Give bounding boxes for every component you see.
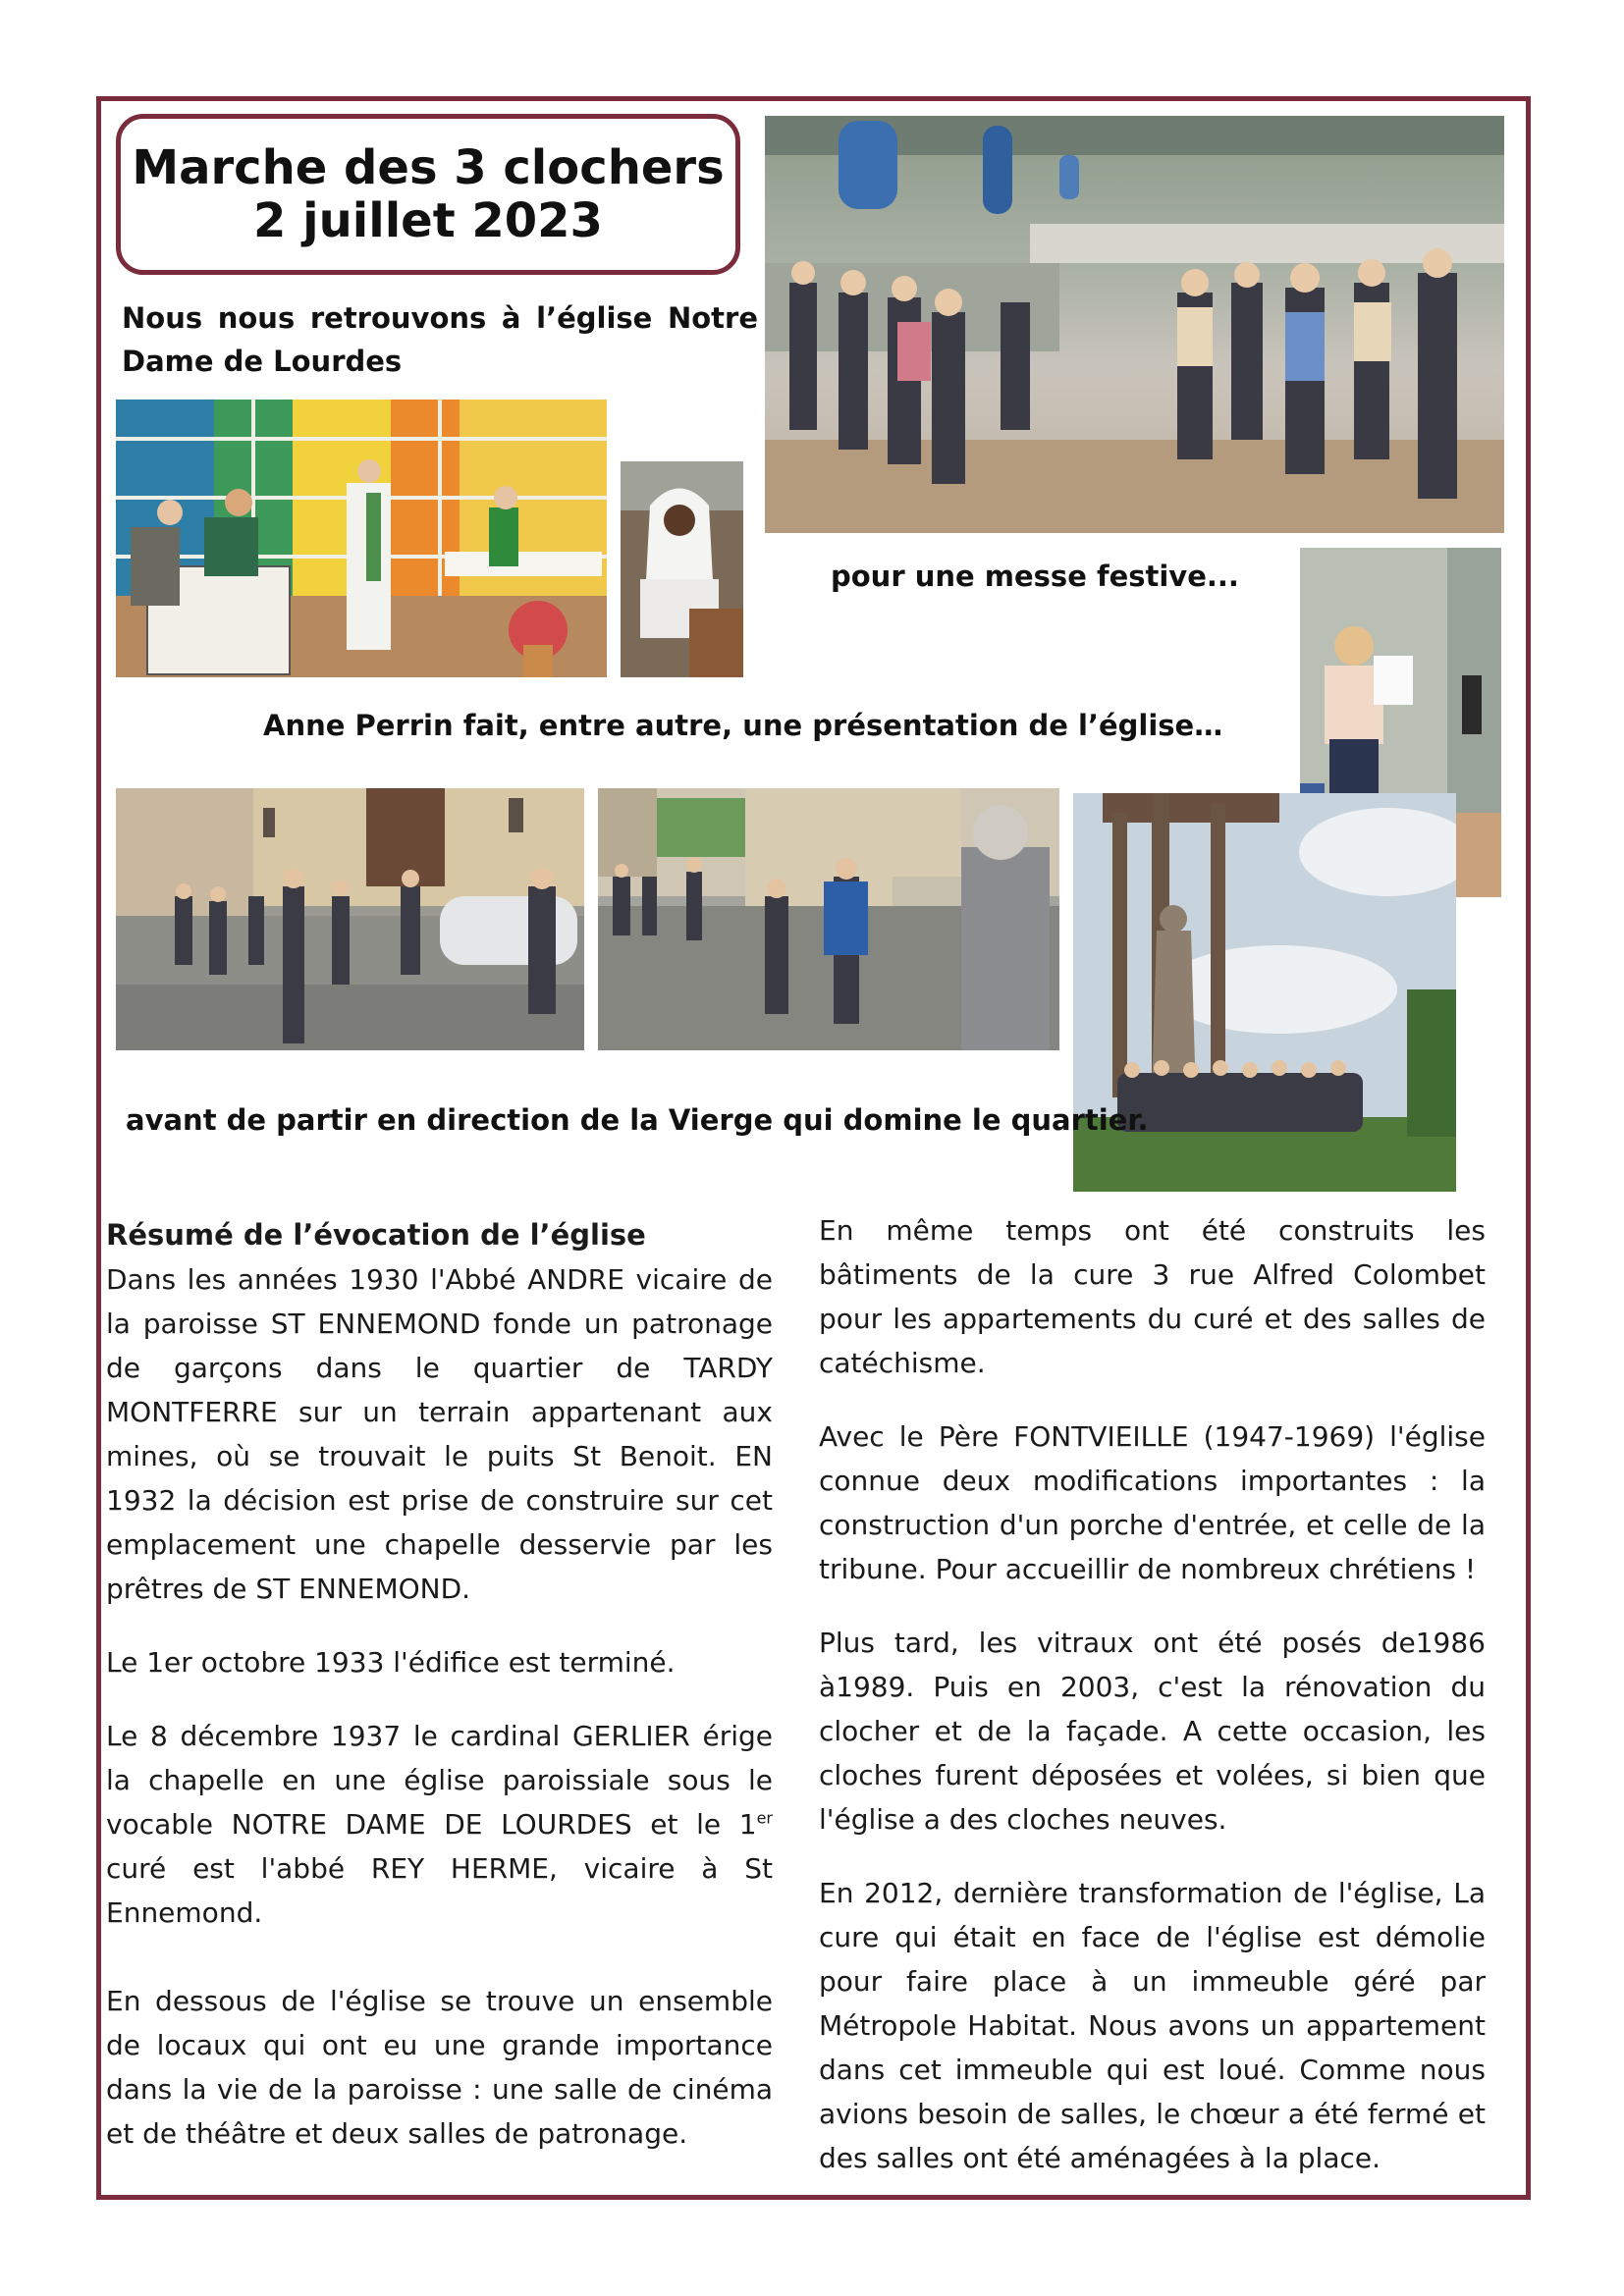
article-left-column bbox=[106, 1213, 773, 2185]
walking-illustration bbox=[598, 788, 1059, 1050]
nun-illustration bbox=[621, 461, 743, 677]
article-paragraph-7: Plus tard, les vitraux ont été posés de1986 à1989. Puis en 2003, c'est la rénovation du clocher et de la façade. A cette occasion, les cloches furent déposées et volées, si bien que l'église a des cloches neuves. bbox=[819, 1627, 1486, 1836]
title-box bbox=[116, 114, 740, 275]
caption-intro: Nous nous retrouvons à l’église Notre Dame de Lourdes bbox=[122, 301, 758, 378]
title-line-1: Marche des 3 clochers bbox=[132, 140, 725, 195]
photo-church-interior-crowd bbox=[765, 116, 1504, 533]
caption-presentation: Anne Perrin fait, entre autre, une présentation de l’église… bbox=[263, 709, 1223, 742]
altar-illustration bbox=[116, 400, 607, 677]
photo-people-walking bbox=[598, 788, 1059, 1050]
church-interior-illustration bbox=[765, 116, 1504, 533]
article-paragraph-1: Dans les années 1930 l'Abbé ANDRE vicaire de la paroisse ST ENNEMOND fonde un patronage de garçons dans le quartier de TARDY MONTFERRE sur un terrain appartenant aux mines, où se trouvait le puits St Benoit. EN 1932 la décision est prise de construire sur cet emplacement une chapelle desservie par les prêtres de ST ENNEMOND. bbox=[106, 1263, 773, 1605]
title-line-2: 2 juillet 2023 bbox=[253, 193, 603, 248]
article-paragraph-3-superscript: er bbox=[756, 1808, 773, 1828]
caption-departure: avant de partir en direction de la Vierge qui domine le quartier. bbox=[126, 1103, 1149, 1137]
article-paragraph-3-part-a: Le 8 décembre 1937 le cardinal GERLIER érige la chapelle en une église paroissiale sous le vocable NOTRE DAME DE LOURDES et le 1 bbox=[106, 1720, 773, 1841]
article-heading: Résumé de l’évocation de l’église bbox=[106, 1218, 646, 1252]
article-paragraph-8: En 2012, dernière transformation de l'église, La cure qui était en face de l'église est démolie pour faire place à un immeuble géré par Métropole Habitat. Nous avons un appartement dans cet immeuble qui est loué. Comme nous avions besoin de salles, le chœur a été fermé et des salles ont été aménagées à la place. bbox=[819, 1877, 1486, 2174]
photo-altar-mass bbox=[116, 400, 607, 677]
article-paragraph-5: En même temps ont été construits les bâtiments de la cure 3 rue Alfred Colombet pour les appartements du curé et des salles de catéchisme. bbox=[819, 1214, 1486, 1379]
article-paragraph-6: Avec le Père FONTVIEILLE (1947-1969) l'église connue deux modifications importantes : la construction d'un porche d'entrée, et celle de la tribune. Pour accueillir de nombreux chrétiens ! bbox=[819, 1420, 1486, 1585]
street-group-illustration bbox=[116, 788, 584, 1050]
photo-nun-drum bbox=[621, 461, 743, 677]
article-paragraph-3 bbox=[106, 1714, 773, 1935]
caption-mass: pour une messe festive... bbox=[831, 560, 1239, 593]
article-right-column bbox=[819, 1208, 1486, 2210]
article-paragraph-3-part-b: curé est l'abbé REY HERME, vicaire à St Ennemond. bbox=[106, 1852, 773, 1929]
article-paragraph-4: En dessous de l'église se trouve un ensemble de locaux qui ont eu une grande importance dans la vie de la paroisse : une salle de cinéma et de théâtre et deux salles de patronage. bbox=[106, 1985, 773, 2150]
article-paragraph-2: Le 1er octobre 1933 l'édifice est terminé. bbox=[106, 1646, 676, 1679]
photo-group-outside-church bbox=[116, 788, 584, 1050]
